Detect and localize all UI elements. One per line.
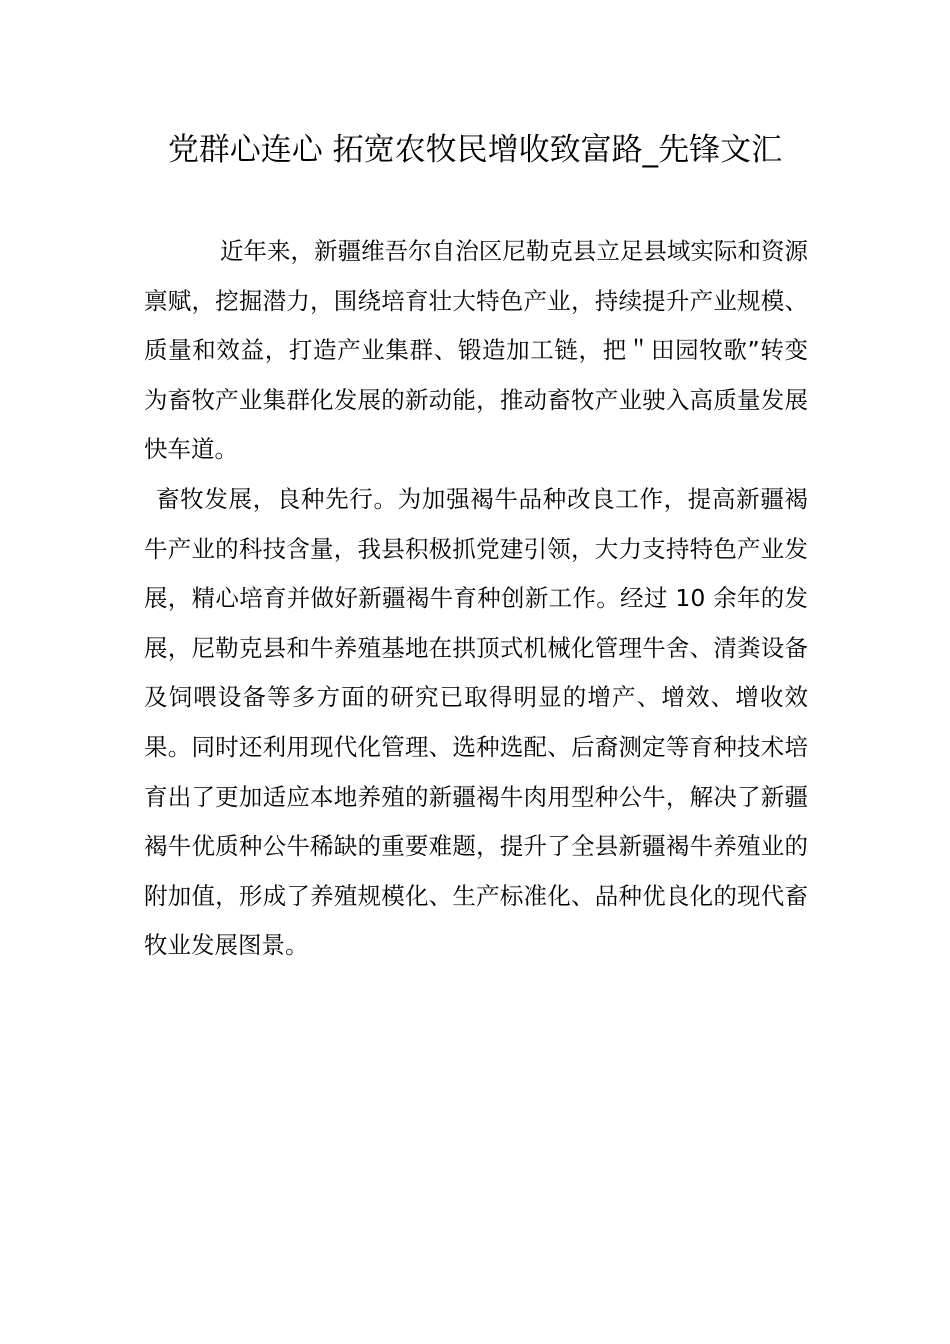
paragraph-intro: 近年来，新疆维吾尔自治区尼勒克县立足县域实际和资源禀赋，挖掘潜力，围绕培育壮大特色产业，持续提升产业规模、质量和效益，打造产业集群、锻造加工链，把＂田园牧歌”转变为畜牧产业集群化发展的新动能，推动畜牧产业驶入高质量发展快车道。 [144,237,808,464]
paragraph-breeding: 畜牧发展，良种先行。为加强褐牛品种改良工作，提高新疆褐牛产业的科技含量，我县积极抓党建引领，大力支持特色产业发展，精心培育并做好新疆褐牛育种创新工作。经过 10 余年的发展，尼勒克县和牛养殖基地在拱顶式机械化管理牛舍、清粪设备及饲喂设备等多方面的研究已取得明显的增产、增效、增收效果。同时还利用现代化管理、选种选配、后裔测定等育种技术培育出了更加适应本地养殖的新疆褐牛肉用型种公牛，解决了新疆褐牛优质种公牛稀缺的重要难题，提升了全县新疆褐牛养殖业的附加值，形成了养殖规模化、生产标准化、品种优良化的现代畜牧业发展图景。 [144,484,808,960]
document-body [144,227,808,971]
document-title: 党群心连心 拓宽农牧民增收致富路_先锋文汇 [167,132,783,168]
